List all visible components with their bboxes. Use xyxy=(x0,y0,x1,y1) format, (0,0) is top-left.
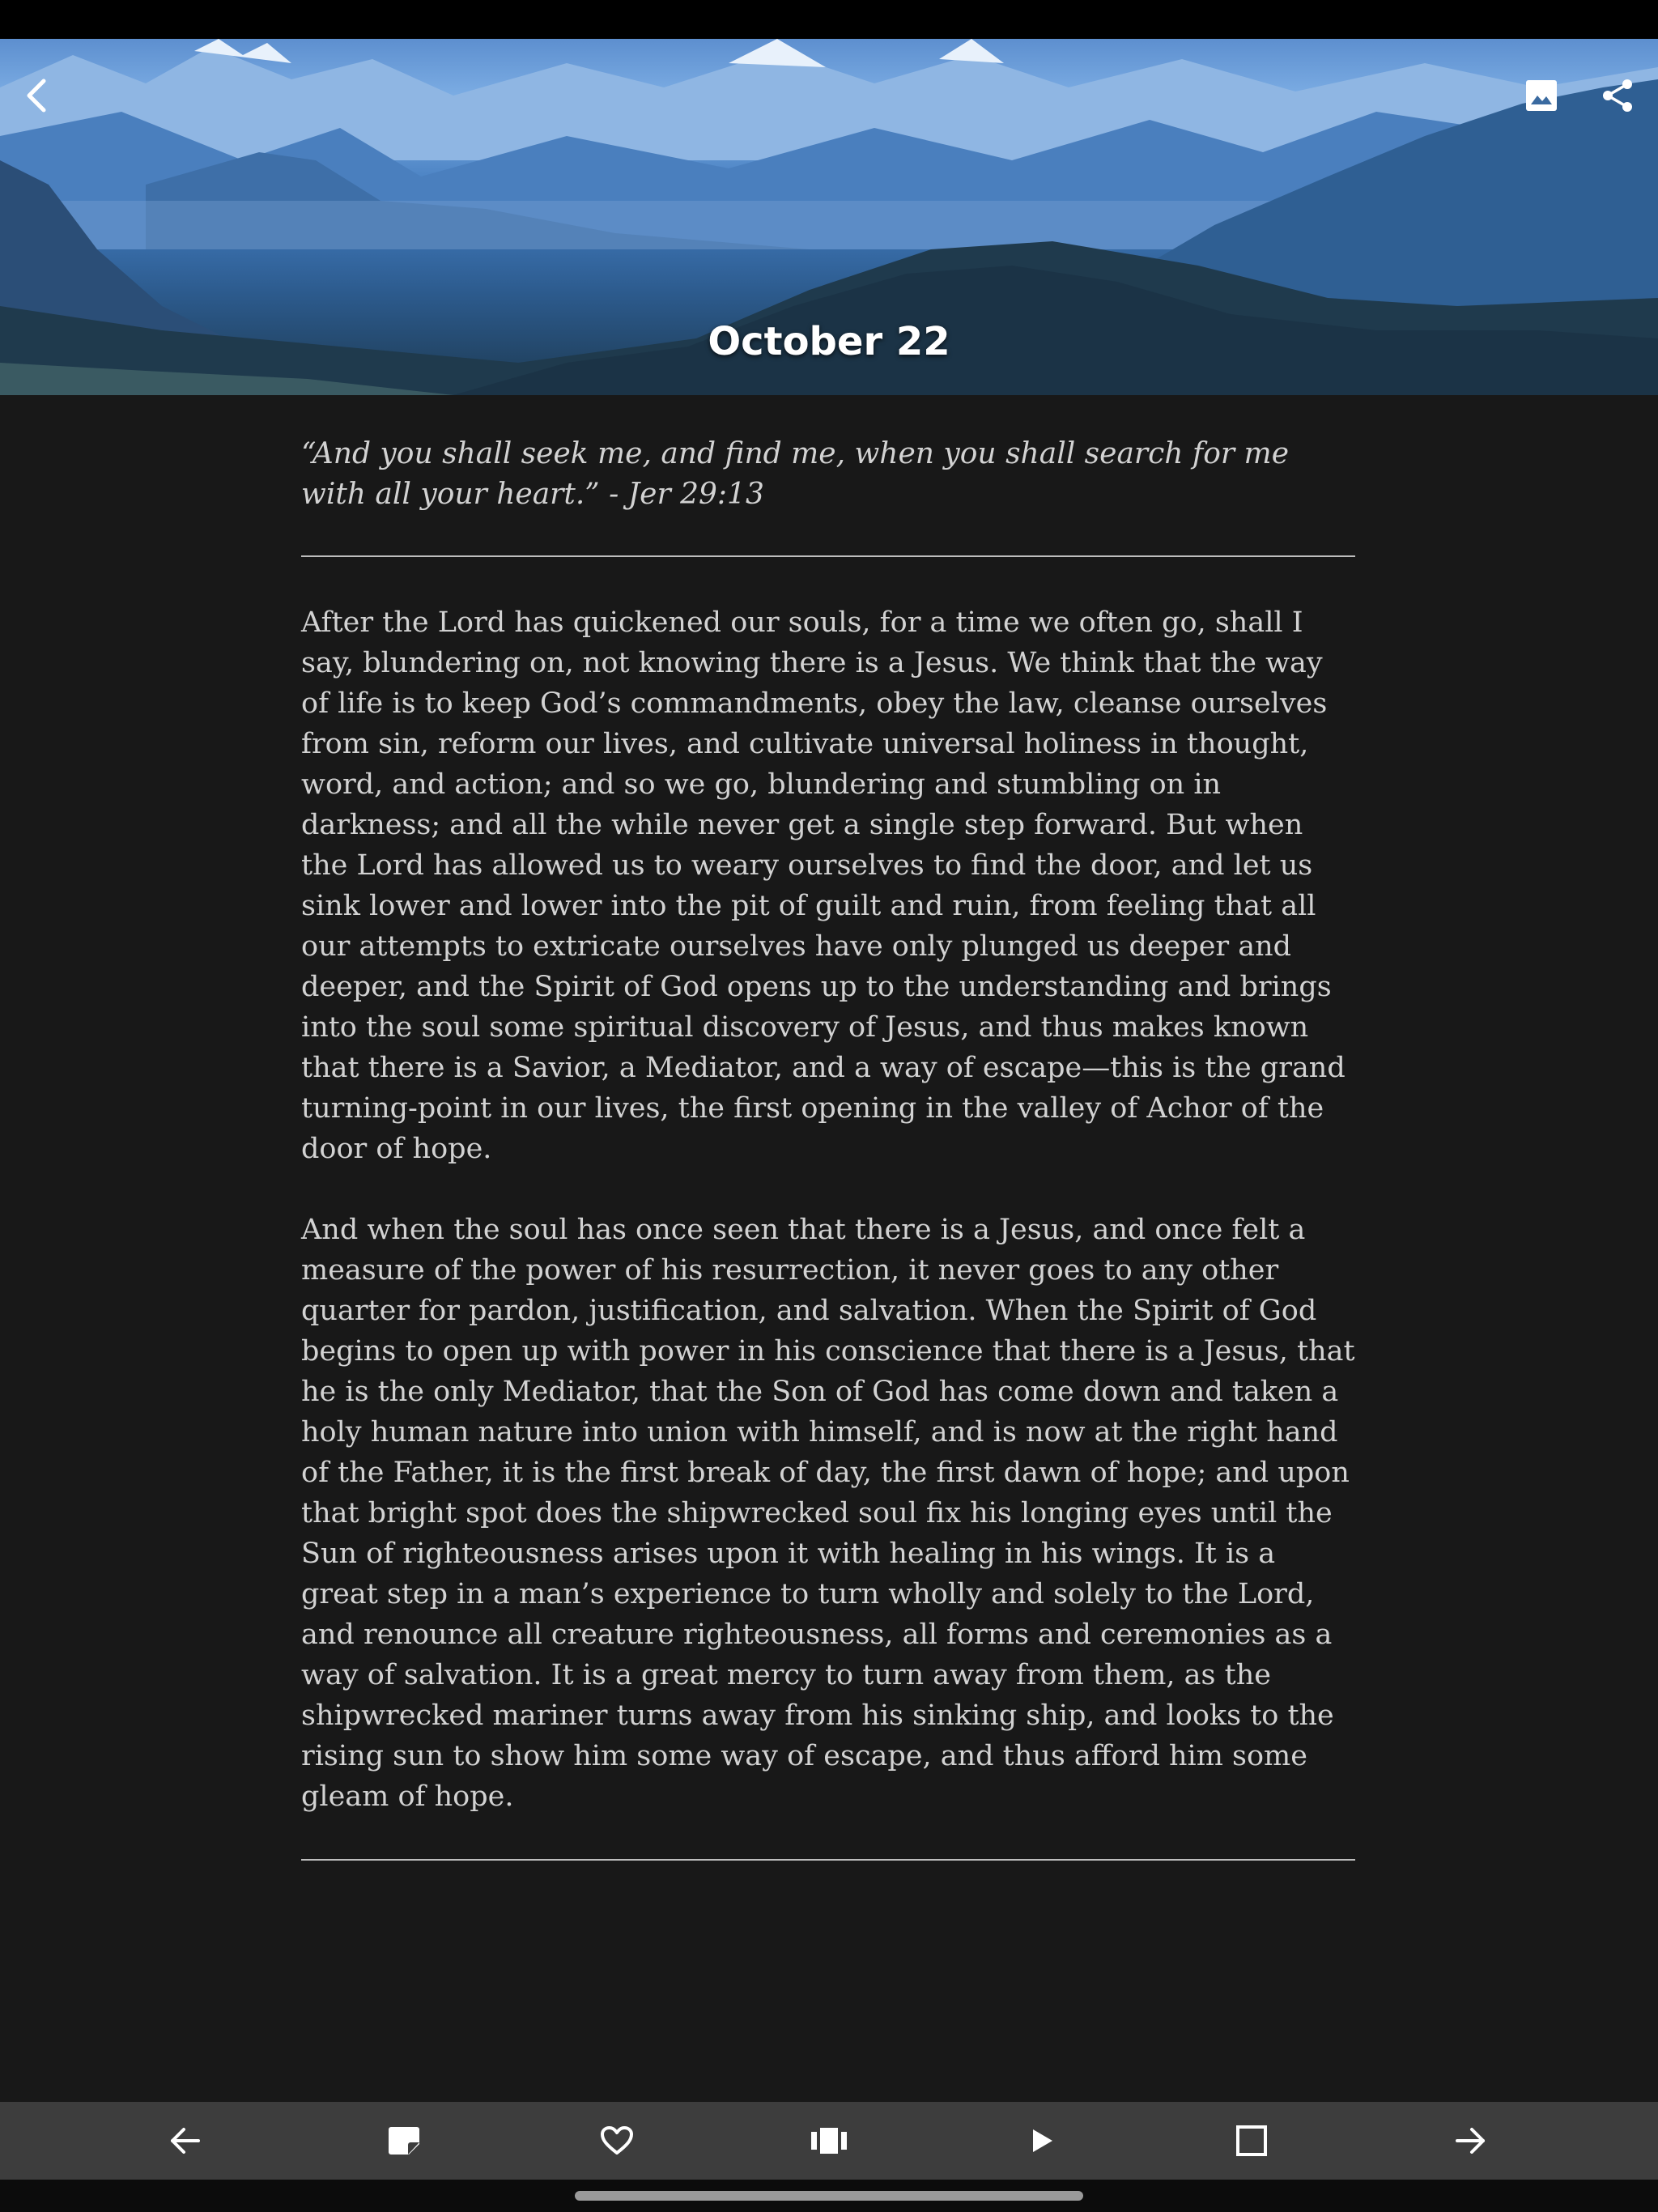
devotional-content xyxy=(301,434,1355,1861)
notes-button[interactable] xyxy=(378,2115,430,2167)
paragraph: After the Lord has quickened our souls, for a time we often go, shall I say, blundering on, not knowing there is a Jesus. We think that the way of life is to keep God’s commandments, obey the law, cleanse ourselves from sin, reform our lives, and cultivate universal holiness in thought, word, and action; and so we go, blundering and stumbling on in darkness; and all the while never get a single step forward. But when the Lord has allowed us to weary ourselves to find the door, and let us sink lower and lower into the pit of guilt and ruin, from feeling that all our attempts to extricate ourselves have only plunged us deeper and deeper, and the Spirit of God opens up to the understanding and brings into the soul some spiritual discovery of Jesus, and thus makes known that there is a Savior, a Mediator, and a way of escape—this is the grand turning-point in our lives, the first opening in the valley of Achor of the door of hope. xyxy=(301,606,1346,1165)
divider-bottom xyxy=(301,1859,1355,1861)
chevron-left-icon xyxy=(21,78,53,113)
play-audio-button[interactable] xyxy=(1017,2115,1069,2167)
note-icon xyxy=(387,2126,421,2155)
square-icon xyxy=(1236,2125,1267,2156)
scripture-verse: “And you shall seek me, and find me, when you shall search for me with all your heart.” - Jer 29:13 xyxy=(301,437,1289,511)
next-day-button[interactable] xyxy=(1444,2115,1496,2167)
share-button[interactable] xyxy=(1592,70,1643,121)
devotional-body xyxy=(301,602,1355,1817)
back-button[interactable] xyxy=(11,70,63,121)
fullscreen-button[interactable] xyxy=(1226,2115,1278,2167)
share-icon xyxy=(1601,78,1635,113)
image-icon xyxy=(1524,79,1558,113)
status-bar xyxy=(0,0,1658,39)
header-banner xyxy=(0,39,1658,395)
page-title: October 22 xyxy=(708,319,950,364)
previous-day-button[interactable] xyxy=(159,2115,211,2167)
carousel-icon xyxy=(811,2128,847,2154)
carousel-view-button[interactable] xyxy=(803,2115,855,2167)
divider-top xyxy=(301,555,1355,557)
paragraph: And when the soul has once seen that there is a Jesus, and once felt a measure of the power of his resurrection, it never goes to any other quarter for pardon, justification, and salvation. When the Spirit of God begins to open up with power in his conscience that there is a Jesus, that he is the only Mediator, that the Son of God has come down and taken a holy human nature into union with himself, and is now at the right hand of the Father, it is the first break of day, the first dawn of hope; and upon that bright spot does the shipwrecked soul fix his longing eyes until the Sun of righteousness arises upon it with healing in his wings. It is a great step in a man’s experience to turn wholly and solely to the Lord, and renounce all creature righteousness, all forms and ceremonies as a way of salvation. It is a great mercy to turn away from them, as the shipwrecked mariner turns away from his sinking ship, and looks to the rising sun to show him some way of escape, and thus afford him some gleam of hope. xyxy=(301,1214,1355,1813)
favorite-button[interactable] xyxy=(591,2115,643,2167)
play-icon xyxy=(1031,2129,1054,2153)
home-gesture-handle[interactable] xyxy=(575,2191,1083,2201)
system-gesture-area xyxy=(0,2180,1658,2212)
bottom-toolbar xyxy=(0,2102,1658,2180)
heart-icon xyxy=(600,2125,634,2156)
arrow-right-icon xyxy=(1454,2126,1486,2155)
change-image-button[interactable] xyxy=(1516,70,1567,121)
arrow-left-icon xyxy=(169,2126,202,2155)
